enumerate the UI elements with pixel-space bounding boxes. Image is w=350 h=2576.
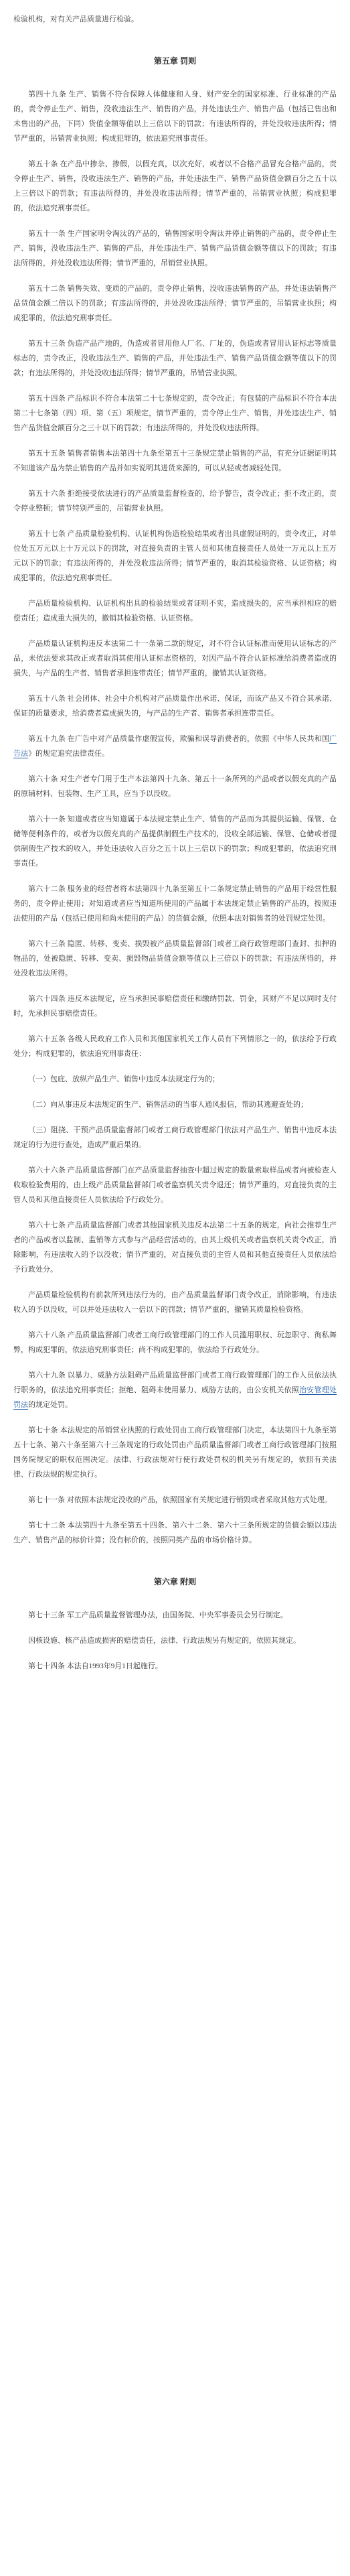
article-68: 第六十八条 产品质量监督部门或者工商行政管理部门的工作人员滥用职权、玩忽职守、徇私舞弊，构成犯罪的，依法追究刑事责任；尚不构成犯罪的，依法给予行政处分。 <box>13 1331 337 1354</box>
article-69-text: 第六十九条 以暴力、威胁方法阻碍产品质量监督部门或者工商行政管理部门的工作人员依法执行职务的，依法追究刑事责任；拒绝、阻碍未使用暴力、威胁方法的，由公安机关依照 <box>13 1371 337 1394</box>
article-52: 第五十二条 销售失效、变质的产品的，责令停止销售，没收违法销售的产品，并处违法销售产品货值金额二倍以下的罚款；有违法所得的，并处没收违法所得；情节严重的，吊销营业执照；构成犯罪的，依法追究刑事责任。 <box>13 285 337 322</box>
article-49: 第四十九条 生产、销售不符合保障人体健康和人身、财产安全的国家标准、行业标准的产品的，责令停止生产、销售，没收违法生产、销售的产品，并处违法生产、销售产品（包括已售出和未售出的产品，下同）货值金额等值以上三倍以下的罚款；有违法所得的，并处没收违法所得；情节严重的，吊销营业执照；构成犯罪的，依法追究刑事责任。 <box>13 90 337 143</box>
article-56: 第五十六条 拒绝接受依法进行的产品质量监督检查的，给予警告，责令改正；拒不改正的，责令停业整顿；情节特别严重的，吊销营业执照。 <box>13 490 337 513</box>
article-63: 第六十三条 隐匿、转移、变卖、损毁被产品质量监督部门或者工商行政管理部门查封、扣押的物品的，处被隐匿、转移、变卖、损毁物品货值金额等值以上三倍以下的罚款；有违法所得的，并处没收违法所得。 <box>13 940 337 977</box>
article-58: 第五十八条 社会团体、社会中介机构对产品质量作出承诺、保证，而该产品又不符合其承诺、保证的质量要求，给消费者造成损失的，与产品的生产者、销售者承担连带责任。 <box>13 695 337 718</box>
article-65-item-3: （三）阻挠、干预产品质量监督部门或者工商行政管理部门依法对产品生产、销售中违反本法规定的行为进行查处，造成严重后果的。 <box>13 1126 337 1149</box>
ad-law-link[interactable]: 广告法 <box>13 735 337 758</box>
chapter-5-title: 第五章 罚则 <box>153 56 197 66</box>
article-57: 第五十七条 产品质量检验机构、认证机构伪造检验结果或者出具虚假证明的，责令改正，对单位处五万元以上十万元以下的罚款，对直接负责的主管人员和其他直接责任人员处一万元以上五万元以下的罚款；有违法所得的，并处没收违法所得；情节严重的，取消其检验资格、认证资格；构成犯罪的，依法追究刑事责任。 <box>13 530 337 582</box>
article-57-para-3: 产品质量认证机构违反本法第二十一条第二款的规定，对不符合认证标准而使用认证标志的产品，未依法要求其改正或者取消其使用认证标志资格的，对因产品不符合认证标准给消费者造成的损失，与产品的生产者、销售者承担连带责任；情节严重的，撤销其认证资格。 <box>13 640 337 677</box>
article-65: 第六十五条 各级人民政府工作人员和其他国家机关工作人员有下列情形之一的，依法给予行政处分；构成犯罪的，依法追究刑事责任： <box>13 1035 337 1058</box>
article-59-text: 第五十九条 在广告中对产品质量作虚假宣传，欺骗和误导消费者的，依照《中华人民共和国 <box>28 735 329 743</box>
chapter-6-title: 第六章 附则 <box>153 1577 197 1586</box>
article-55: 第五十五条 销售者销售本法第四十九条至第五十三条规定禁止销售的产品，有充分证据证明其不知道该产品为禁止销售的产品并如实说明其进货来源的，可以从轻或者减轻处罚。 <box>13 450 337 472</box>
article-59-text-end: 》的规定追究法律责任。 <box>28 750 109 758</box>
article-54: 第五十四条 产品标识不符合本法第二十七条规定的，责令改正；有包装的产品标识不符合本法第二十七条第（四）项、第（五）项规定，情节严重的，责令停止生产、销售，并处违法生产、销售产品货值金额百分之三十以下的罚款；有违法所得的，并处没收违法所得。 <box>13 395 337 432</box>
article-61: 第六十一条 知道或者应当知道属于本法规定禁止生产、销售的产品而为其提供运输、保管、仓储等便利条件的，或者为以假充真的产品提供制假生产技术的，没收全部运输、保管、仓储或者提供制假生产技术的收入，并处违法收入百分之五十以上三倍以下的罚款；构成犯罪的，依法追究刑事责任。 <box>13 815 337 868</box>
chapter-5-body <box>13 87 337 1548</box>
article-74: 第七十四条 本法自1993年9月1日起施行。 <box>28 1662 163 1670</box>
article-69 <box>13 1368 337 1412</box>
chapter-6-body <box>13 1608 337 1674</box>
article-57-para-2: 产品质量检验机构、认证机构出具的检验结果或者证明不实，造成损失的，应当承担相应的赔偿责任；造成重大损失的，撤销其检验资格、认证资格。 <box>13 600 337 622</box>
article-53: 第五十三条 伪造产品产地的，伪造或者冒用他人厂名、厂址的，伪造或者冒用认证标志等质量标志的，责令改正，没收违法生产、销售的产品，并处违法生产、销售产品货值金额等值以下的罚款；有违法所得的，并处没收违法所得；情节严重的，吊销营业执照。 <box>13 340 337 377</box>
article-73-para-2: 因核设施、核产品造成损害的赔偿责任，法律、行政法规另有规定的，依照其规定。 <box>28 1637 300 1645</box>
article-66: 第六十六条 产品质量监督部门在产品质量监督抽查中超过规定的数量索取样品或者向被检查人收取检验费用的，由上级产品质量监督部门或者监察机关责令退还；情节严重的，对直接负责的主管人员和其他直接责任人员依法给予行政处分。 <box>13 1166 337 1204</box>
public-security-law-link[interactable]: 治安管理处罚法 <box>13 1386 337 1409</box>
article-70: 第七十条 本法规定的吊销营业执照的行政处罚由工商行政管理部门决定，本法第四十九条至第五十七条、第六十条至第六十三条规定的行政处罚由产品质量监督部门或者工商行政管理部门按照国务院规定的职权范围决定。法律、行政法规对行使行政处罚权的机关另有规定的，依照有关法律、行政法规的规定执行。 <box>13 1426 337 1479</box>
article-67: 第六十七条 产品质量监督部门或者其他国家机关违反本法第二十五条的规定，向社会推荐生产者的产品或者以监制、监销等方式参与产品经营活动的，由其上级机关或者监察机关责令改正，消除影响，有违法收入的予以没收；情节严重的，对直接负责的主管人员和其他直接责任人员依法给予行政处分。 <box>13 1221 337 1274</box>
article-60: 第六十条 对生产者专门用于生产本法第四十九条、第五十一条所列的产品或者以假充真的产品的原辅材料、包装物、生产工具，应当予以没收。 <box>13 775 337 798</box>
article-51: 第五十一条 生产国家明令淘汰的产品的，销售国家明令淘汰并停止销售的产品的，责令停止生产、销售，没收违法生产、销售的产品，并处违法生产、销售产品货值金额等值以下的罚款；有违法所得的，并处没收违法所得；情节严重的，吊销营业执照。 <box>13 230 337 267</box>
article-62: 第六十二条 服务业的经营者将本法第四十九条至第五十二条规定禁止销售的产品用于经营性服务的，责令停止使用；对知道或者应当知道所使用的产品属于本法规定禁止销售的产品的，按照违法使用的产品（包括已使用和尚未使用的产品）的货值金额，依照本法对销售者的处罚规定处罚。 <box>13 885 337 923</box>
article-65-item-2: （二）向从事违反本法规定的生产、销售活动的当事人通风报信，帮助其逃避查处的； <box>28 1101 308 1109</box>
article-65-item-1: （一）包庇、放纵产品生产、销售中违反本法规定行为的； <box>28 1075 220 1083</box>
article-59 <box>13 732 337 761</box>
article-71: 第七十一条 对依照本法规定没收的产品，依照国家有关规定进行销毁或者采取其他方式处理。 <box>28 1496 332 1504</box>
intro-paragraph: 检验机构，对有关产品质量进行检验。 <box>13 15 139 23</box>
article-73: 第七十三条 军工产品质量监督管理办法，由国务院、中央军事委员会另行制定。 <box>28 1611 288 1619</box>
article-67-para-2: 产品质量检验机构有前款所列违法行为的，由产品质量监督部门责令改正，消除影响，有违法收入的予以没收，可以并处违法收入一倍以下的罚款；情节严重的，撤销其质量检验资格。 <box>13 1291 337 1314</box>
article-69-text-end: 的规定处罚。 <box>28 1401 72 1409</box>
article-72: 第七十二条 本法第四十九条至第五十四条、第六十二条、第六十三条所规定的货值金额以违法生产、销售产品的标价计算；没有标价的，按照同类产品的市场价格计算。 <box>13 1521 337 1544</box>
article-64: 第六十四条 违反本法规定，应当承担民事赔偿责任和缴纳罚款、罚金，其财产不足以同时支付时，先承担民事赔偿责任。 <box>13 995 337 1018</box>
article-50: 第五十条 在产品中掺杂、掺假，以假充真，以次充好，或者以不合格产品冒充合格产品的，责令停止生产、销售，没收违法生产、销售的产品，并处违法生产、销售产品货值金额百分之五十以上三倍以下的罚款；有违法所得的，并处没收违法所得；情节严重的，吊销营业执照；构成犯罪的，依法追究刑事责任。 <box>13 160 337 212</box>
